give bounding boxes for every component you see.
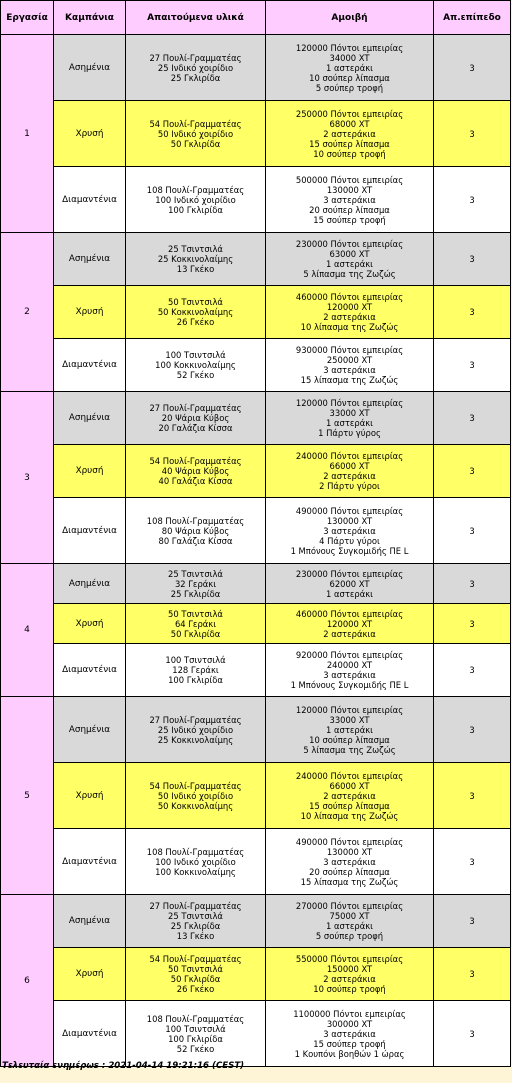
materials-cell <box>126 604 266 644</box>
reward-line: 3 αστεράκια <box>323 670 376 680</box>
table-row <box>1 895 511 948</box>
reward-cell <box>266 948 434 1001</box>
campaign-cell: Διαμαντένια <box>54 339 126 392</box>
material-line: 40 Γαλάζια Κίσσα <box>158 476 233 486</box>
table-row <box>1 697 511 763</box>
level-cell: 3 <box>434 564 511 604</box>
reward-line: 2 αστεράκια <box>323 128 376 139</box>
reward-line: 5 λίπασμα της Ζωζώς <box>303 744 396 755</box>
materials-cell <box>126 392 266 445</box>
reward-line: 15 σούπερ λίπασμα <box>309 138 390 149</box>
material-line: 25 Τσιντσιλά <box>168 244 223 254</box>
materials-cell <box>126 644 266 697</box>
reward-line: 10 λίπασμα της Ζωζώς <box>300 322 399 332</box>
material-line: 25 Κοκκινολαίμης <box>157 254 234 264</box>
reward-line: 75000 XT <box>329 911 370 921</box>
campaign-cell: Διαμαντένια <box>54 498 126 564</box>
reward-cell <box>266 829 434 895</box>
reward-line: 5 σούπερ τροφή <box>315 82 384 93</box>
campaign-cell: Χρυσή <box>54 286 126 339</box>
reward-cell <box>266 644 434 697</box>
reward-line: 1 αστεράκι <box>326 921 373 931</box>
reward-line: 3 αστεράκια <box>323 194 376 205</box>
table-row <box>1 564 511 604</box>
material-line: 100 Κοκκινολαίμης <box>155 360 236 370</box>
header-task: Εργασία <box>1 1 54 35</box>
materials-cell <box>126 1001 266 1067</box>
material-line: 13 Γκέκο <box>176 931 215 941</box>
reward-line: 920000 Πόντοι εμπειρίας <box>295 650 404 660</box>
material-line: 100 Ινδικό χοιρίδιο <box>155 856 236 867</box>
reward-cell <box>266 339 434 392</box>
table-row <box>1 339 511 392</box>
material-line: 52 Γκέκο <box>176 1043 215 1054</box>
reward-line: 240000 XT <box>326 660 373 670</box>
reward-cell <box>266 697 434 763</box>
reward-line: 3 αστεράκια <box>323 525 376 536</box>
level-cell: 3 <box>434 604 511 644</box>
reward-line: 62000 XT <box>329 578 370 589</box>
material-line: 25 Τσιντσιλά <box>168 911 223 921</box>
reward-line: 2 αστεράκια <box>323 312 376 322</box>
reward-line: 1 αστεράκι <box>326 724 373 735</box>
campaign-cell: Ασημένια <box>54 895 126 948</box>
reward-line: 33000 XT <box>329 408 370 418</box>
materials-cell <box>126 564 266 604</box>
materials-cell <box>126 697 266 763</box>
material-line: 25 Γκλιρίδα <box>170 72 221 83</box>
material-line: 100 Γκλιρίδα <box>168 204 223 215</box>
reward-line: 460000 Πόντοι εμπειρίας <box>295 608 404 619</box>
level-cell: 3 <box>434 697 511 763</box>
table-row <box>1 604 511 644</box>
material-line: 25 Ινδικό χοιρίδιο <box>157 724 234 735</box>
reward-cell <box>266 101 434 167</box>
reward-cell <box>266 564 434 604</box>
material-line: 50 Γκλιρίδα <box>170 138 221 149</box>
material-line: 108 Πουλί-Γραμματέας <box>146 1013 245 1024</box>
reward-cell <box>266 286 434 339</box>
reward-line: 68000 XT <box>329 118 370 129</box>
reward-line: 1100000 Πόντοι εμπειρίας <box>293 1008 406 1019</box>
material-line: 50 Κοκκινολαίμης <box>157 800 234 811</box>
level-cell: 3 <box>434 763 511 829</box>
reward-line: 1 Πάρτυ γύρος <box>318 428 381 438</box>
reward-line: 2 Πάρτυ γύροι <box>319 481 380 491</box>
reward-line: 2 αστεράκια <box>323 471 376 481</box>
material-line: 50 Τσιντσιλά <box>168 297 223 307</box>
reward-line: 20 σούπερ λίπασμα <box>309 204 390 215</box>
reward-line: 2 αστεράκια <box>323 974 376 984</box>
reward-line: 3 αστεράκια <box>323 856 376 867</box>
materials-cell <box>126 763 266 829</box>
reward-cell <box>266 895 434 948</box>
material-line: 100 Τσιντσιλά <box>165 655 226 665</box>
reward-line: 20 σούπερ λίπασμα <box>309 866 390 877</box>
reward-line: 490000 Πόντοι εμπειρίας <box>295 836 404 847</box>
table-row <box>1 1001 511 1067</box>
materials-cell <box>126 167 266 233</box>
table-row <box>1 498 511 564</box>
reward-line: 3 αστεράκια <box>323 365 376 375</box>
table-body <box>1 35 511 1067</box>
reward-cell <box>266 233 434 286</box>
material-line: 27 Πουλί-Γραμματέας <box>149 52 242 63</box>
header-row <box>1 1 511 35</box>
reward-line: 270000 Πόντοι εμπειρίας <box>295 901 404 911</box>
material-line: 54 Πουλί-Γραμματέας <box>149 456 242 466</box>
material-line: 54 Πουλί-Γραμματέας <box>149 954 242 964</box>
materials-cell <box>126 948 266 1001</box>
material-line: 26 Γκέκο <box>176 317 215 327</box>
reward-line: 10 σούπερ τροφή <box>313 984 386 994</box>
reward-line: 15 λίπασμα της Ζωζώς <box>300 375 399 385</box>
table-row <box>1 233 511 286</box>
table-row <box>1 948 511 1001</box>
reward-line: 15 σούπερ τροφή <box>313 214 386 225</box>
reward-line: 1 αστεράκι <box>326 259 373 269</box>
reward-line: 240000 Πόντοι εμπειρίας <box>295 451 404 461</box>
reward-cell <box>266 763 434 829</box>
reward-cell <box>266 392 434 445</box>
header-reward: Αμοιβή <box>266 1 434 35</box>
table-row <box>1 101 511 167</box>
level-cell: 3 <box>434 829 511 895</box>
materials-cell <box>126 286 266 339</box>
reward-line: 15 λίπασμα της Ζωζώς <box>300 876 399 887</box>
campaign-cell: Διαμαντένια <box>54 644 126 697</box>
reward-line: 10 σούπερ λίπασμα <box>309 734 390 745</box>
material-line: 13 Γκέκο <box>176 264 215 274</box>
material-line: 108 Πουλί-Γραμματέας <box>146 846 245 857</box>
reward-line: 130000 XT <box>326 184 373 195</box>
reward-line: 66000 XT <box>329 461 370 471</box>
reward-line: 1 αστεράκι <box>326 588 373 599</box>
reward-cell <box>266 167 434 233</box>
level-cell: 3 <box>434 498 511 564</box>
reward-line: 130000 XT <box>326 515 373 526</box>
campaign-cell: Ασημένια <box>54 564 126 604</box>
level-cell: 3 <box>434 167 511 233</box>
material-line: 26 Γκέκο <box>176 984 215 994</box>
reward-line: 120000 Πόντοι εμπειρίας <box>295 704 404 715</box>
header-campaign: Καμπάνια <box>54 1 126 35</box>
campaign-cell: Διαμαντένια <box>54 167 126 233</box>
last-updated: Τελευταία ενημέρωs : 2021-04-14 19:21:16 (CEST) <box>2 1061 245 1071</box>
reward-line: 2 αστεράκια <box>323 790 376 801</box>
material-line: 108 Πουλί-Γραμματέας <box>146 515 245 526</box>
reward-line: 930000 Πόντοι εμπειρίας <box>295 345 404 355</box>
material-line: 25 Τσιντσιλά <box>168 568 223 579</box>
level-cell: 3 <box>434 895 511 948</box>
level-cell: 3 <box>434 445 511 498</box>
material-line: 27 Πουλί-Γραμματέας <box>149 403 242 413</box>
reward-line: 150000 XT <box>326 964 373 974</box>
material-line: 128 Γεράκι <box>172 665 219 675</box>
reward-line: 63000 XT <box>329 249 370 259</box>
table-row <box>1 763 511 829</box>
material-line: 40 Ψάρια Κύβος <box>161 466 230 476</box>
header-level: Απ.επίπεδο <box>434 1 511 35</box>
reward-line: 550000 Πόντοι εμπειρίας <box>295 954 404 964</box>
reward-line: 4 Πάρτυ γύροι <box>319 535 380 546</box>
materials-cell <box>126 895 266 948</box>
material-line: 32 Γεράκι <box>174 578 217 589</box>
table-row <box>1 392 511 445</box>
material-line: 54 Πουλί-Γραμματέας <box>149 780 242 791</box>
level-cell: 3 <box>434 1001 511 1067</box>
reward-line: 300000 XT <box>326 1018 373 1029</box>
materials-cell <box>126 101 266 167</box>
material-line: 50 Τσιντσιλά <box>168 964 223 974</box>
level-cell: 3 <box>434 392 511 445</box>
material-line: 108 Πουλί-Γραμματέας <box>146 184 245 195</box>
reward-line: 1 Μπόνους Συγκομιδής ΠΕ L <box>290 545 409 556</box>
material-line: 50 Ινδικό χοιρίδιο <box>157 790 234 801</box>
campaign-cell: Χρυσή <box>54 604 126 644</box>
reward-cell <box>266 1001 434 1067</box>
reward-line: 250000 XT <box>326 355 373 365</box>
table-row <box>1 644 511 697</box>
reward-line: 130000 XT <box>326 846 373 857</box>
material-line: 80 Γαλάζια Κίσσα <box>158 535 233 546</box>
level-cell: 3 <box>434 644 511 697</box>
materials-cell <box>126 233 266 286</box>
material-line: 25 Γκλιρίδα <box>170 921 221 931</box>
reward-line: 34000 XT <box>329 52 370 63</box>
reward-line: 10 σούπερ λίπασμα <box>309 72 390 83</box>
reward-line: 33000 XT <box>329 714 370 725</box>
material-line: 100 Τσιντσιλά <box>165 1023 226 1034</box>
campaign-cell: Χρυσή <box>54 445 126 498</box>
task-number: 6 <box>1 895 54 1067</box>
task-number: 3 <box>1 392 54 564</box>
reward-line: 1 αστεράκι <box>326 418 373 428</box>
material-line: 25 Γκλιρίδα <box>170 588 221 599</box>
reward-line: 10 λίπασμα της Ζωζώς <box>300 810 399 821</box>
task-number: 4 <box>1 564 54 697</box>
reward-line: 240000 Πόντοι εμπειρίας <box>295 770 404 781</box>
level-cell: 3 <box>434 35 511 101</box>
campaign-cell: Ασημένια <box>54 392 126 445</box>
table-row <box>1 829 511 895</box>
reward-line: 500000 Πόντοι εμπειρίας <box>295 174 404 185</box>
material-line: 100 Γκλιρίδα <box>168 1033 223 1044</box>
reward-line: 15 σούπερ λίπασμα <box>309 800 390 811</box>
level-cell: 3 <box>434 286 511 339</box>
table-row <box>1 35 511 101</box>
material-line: 25 Ινδικό χοιρίδιο <box>157 62 234 73</box>
reward-line: 5 λίπασμα της Ζωζώς <box>303 269 396 279</box>
reward-cell <box>266 35 434 101</box>
reward-line: 1 αστεράκι <box>326 62 373 73</box>
material-line: 50 Τσιντσιλά <box>168 608 223 619</box>
reward-line: 5 σούπερ τροφή <box>315 931 384 941</box>
materials-cell <box>126 498 266 564</box>
header-materials: Απαιτούμενα υλικά <box>126 1 266 35</box>
reward-cell <box>266 445 434 498</box>
material-line: 100 Τσιντσιλά <box>165 350 226 360</box>
materials-cell <box>126 829 266 895</box>
material-line: 20 Γαλάζια Κίσσα <box>158 423 233 433</box>
task-number: 5 <box>1 697 54 895</box>
reward-line: 120000 Πόντοι εμπειρίας <box>295 42 404 53</box>
level-cell: 3 <box>434 101 511 167</box>
campaign-cell: Ασημένια <box>54 233 126 286</box>
table-row <box>1 445 511 498</box>
materials-cell <box>126 339 266 392</box>
table-row <box>1 286 511 339</box>
campaign-cell: Ασημένια <box>54 697 126 763</box>
material-line: 100 Γκλιρίδα <box>168 675 223 685</box>
task-number: 1 <box>1 35 54 233</box>
reward-line: 2 αστεράκια <box>323 628 376 639</box>
campaign-cell: Ασημένια <box>54 35 126 101</box>
material-line: 20 Ψάρια Κύβος <box>161 413 230 423</box>
level-cell: 3 <box>434 339 511 392</box>
reward-line: 120000 Πόντοι εμπειρίας <box>295 398 404 408</box>
campaign-cell: Διαμαντένια <box>54 829 126 895</box>
material-line: 50 Γκλιρίδα <box>170 628 221 639</box>
materials-cell <box>126 35 266 101</box>
material-line: 100 Ινδικό χοιρίδιο <box>155 194 236 205</box>
reward-line: 230000 Πόντοι εμπειρίας <box>295 568 404 579</box>
campaign-cell: Χρυσή <box>54 101 126 167</box>
material-line: 80 Ψάρια Κύβος <box>161 525 230 536</box>
reward-line: 1 Μπόνους Συγκομιδής ΠΕ L <box>290 680 409 690</box>
material-line: 54 Πουλί-Γραμματέας <box>149 118 242 129</box>
reward-line: 66000 XT <box>329 780 370 791</box>
reward-line: 1 Κουπόνι βοηθών 1 ώρας <box>294 1048 405 1059</box>
reward-line: 120000 XT <box>326 618 373 629</box>
material-line: 27 Πουλί-Γραμματέας <box>149 714 242 725</box>
campaign-cell: Διαμαντένια <box>54 1001 126 1067</box>
campaign-cell: Χρυσή <box>54 763 126 829</box>
material-line: 50 Ινδικό χοιρίδιο <box>157 128 234 139</box>
reward-line: 120000 XT <box>326 302 373 312</box>
reward-line: 490000 Πόντοι εμπειρίας <box>295 505 404 516</box>
material-line: 64 Γεράκι <box>174 618 217 629</box>
level-cell: 3 <box>434 233 511 286</box>
reward-cell <box>266 604 434 644</box>
reward-line: 460000 Πόντοι εμπειρίας <box>295 292 404 302</box>
table-row <box>1 167 511 233</box>
campaign-cell: Χρυσή <box>54 948 126 1001</box>
material-line: 52 Γκέκο <box>176 370 215 380</box>
reward-line: 10 σούπερ τροφή <box>313 148 386 159</box>
task-number: 2 <box>1 233 54 392</box>
reward-line: 230000 Πόντοι εμπειρίας <box>295 239 404 249</box>
reward-line: 250000 Πόντοι εμπειρίας <box>295 108 404 119</box>
level-cell: 3 <box>434 948 511 1001</box>
material-line: 25 Κοκκινολαίμης <box>157 734 234 745</box>
materials-cell <box>126 445 266 498</box>
reward-line: 15 σούπερ τροφή <box>313 1038 386 1049</box>
reward-line: 3 αστεράκια <box>323 1028 376 1039</box>
material-line: 27 Πουλί-Γραμματέας <box>149 901 242 911</box>
reward-cell <box>266 498 434 564</box>
material-line: 100 Κοκκινολαίμης <box>155 866 236 877</box>
material-line: 50 Κοκκινολαίμης <box>157 307 234 317</box>
material-line: 50 Γκλιρίδα <box>170 974 221 984</box>
